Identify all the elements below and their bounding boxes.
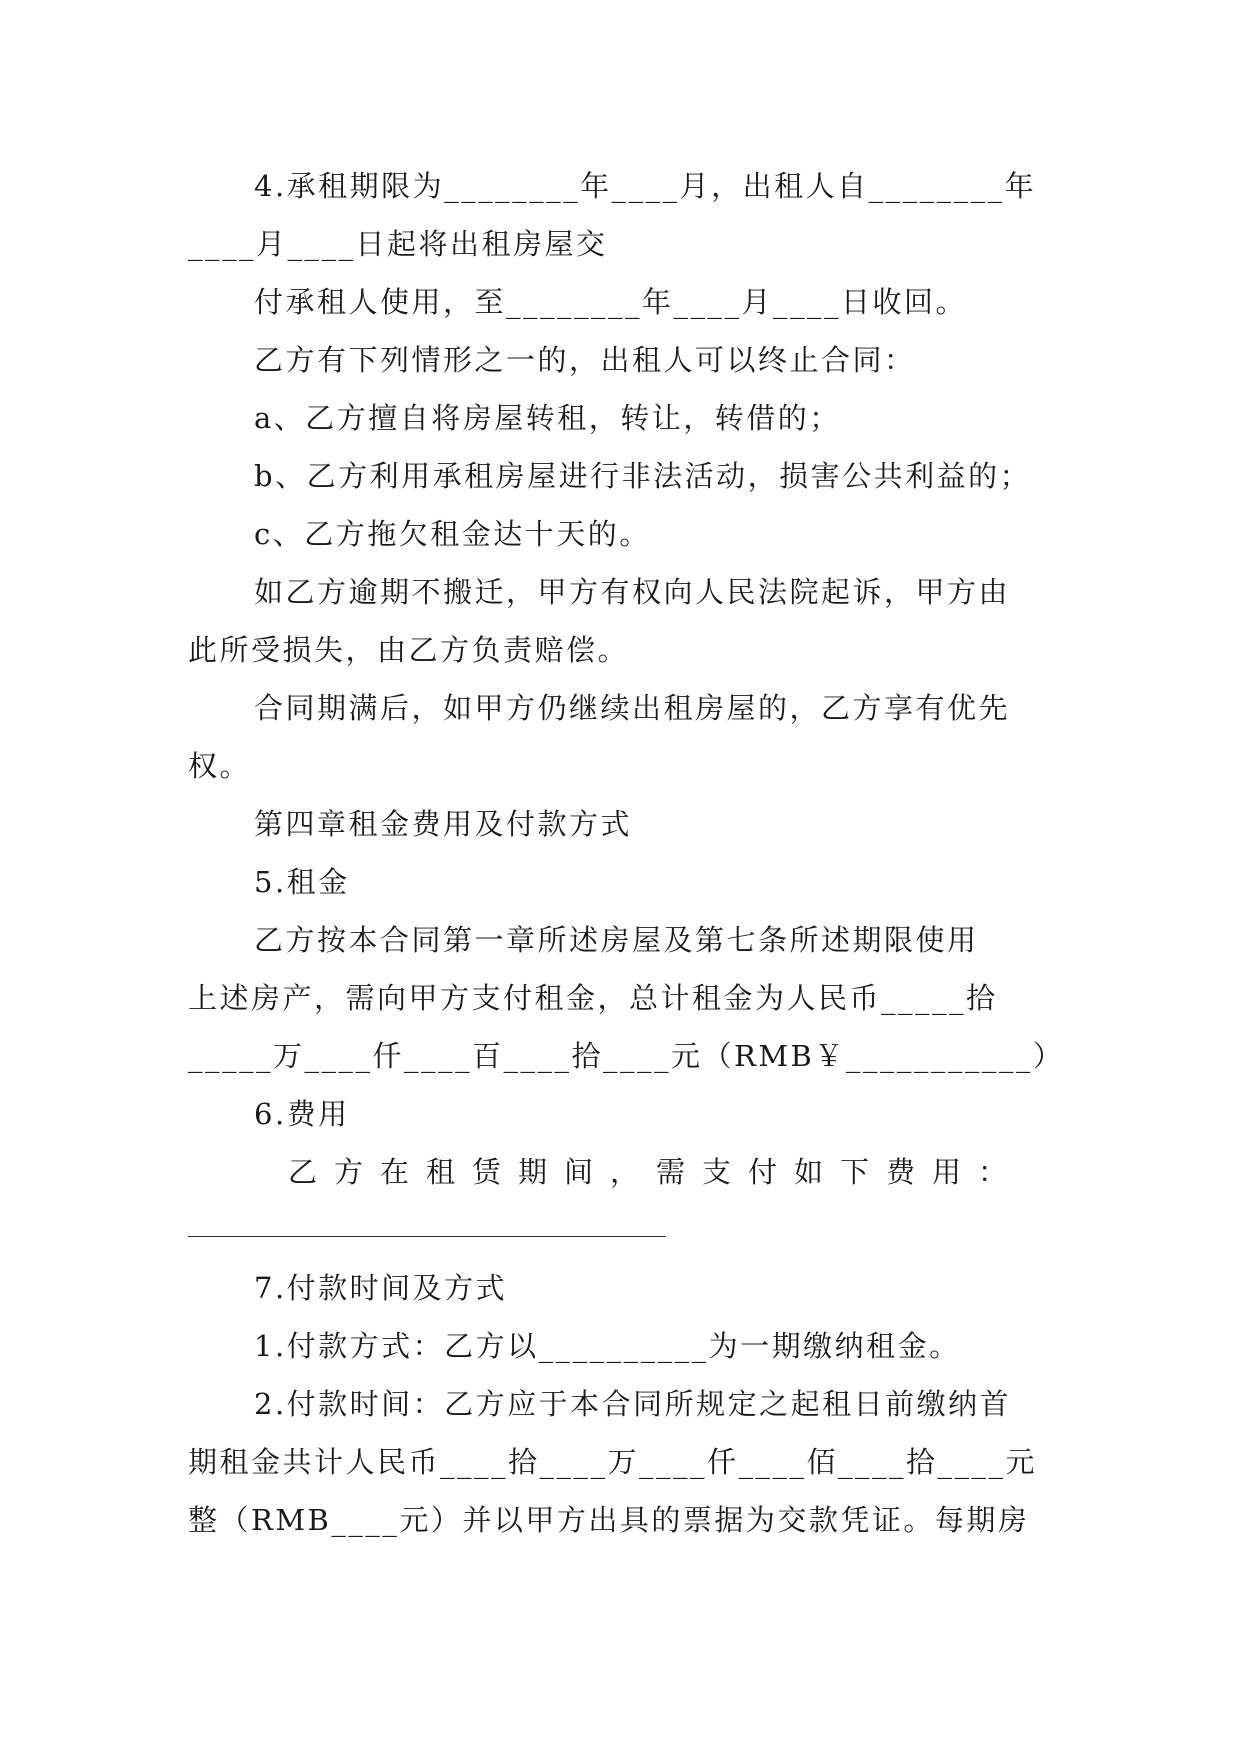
- text-line: _____万____仟____百____拾____元（RMB￥___________）: [188, 1039, 1065, 1073]
- text-line: 如乙方逾期不搬迁，甲方有权向人民法院起诉，甲方由: [254, 575, 1011, 609]
- clause-heading: 6.费用: [254, 1097, 350, 1131]
- text-line: 乙方在租赁期间，需支付如下费用：: [288, 1155, 1025, 1189]
- text-line: ____月____日起将出租房屋交: [188, 227, 608, 261]
- fill-in-blank-line: [188, 1236, 666, 1237]
- text-line: a、乙方擅自将房屋转租，转让，转借的；: [254, 401, 841, 435]
- text-line: 4.承租期限为________年____月，出租人自________年: [254, 169, 1037, 203]
- text-line: 上述房产，需向甲方支付租金，总计租金为人民币_____拾: [188, 981, 998, 1015]
- text-line: 2.付款时间：乙方应于本合同所规定之起租日前缴纳首: [254, 1387, 1012, 1421]
- text-line: c、乙方拖欠租金达十天的。: [254, 517, 651, 551]
- text-line: 1.付款方式：乙方以__________为一期缴纳租金。: [254, 1329, 961, 1363]
- text-line: 权。: [188, 749, 252, 783]
- text-line: 乙方有下列情形之一的，出租人可以终止合同：: [254, 343, 916, 377]
- clause-heading: 5.租金: [254, 865, 350, 899]
- text-line: 此所受损失，由乙方负责赔偿。: [188, 633, 630, 667]
- text-line: 付承租人使用，至________年____月____日收回。: [254, 285, 968, 319]
- text-line: b、乙方利用承租房屋进行非法活动，损害公共利益的；: [254, 459, 1032, 493]
- section-heading: 第四章租金费用及付款方式: [254, 807, 633, 841]
- text-line: 合同期满后，如甲方仍继续出租房屋的，乙方享有优先: [254, 691, 1011, 725]
- clause-heading: 7.付款时间及方式: [254, 1271, 508, 1305]
- text-line: 整（RMB____元）并以甲方出具的票据为交款凭证。每期房: [188, 1503, 1030, 1537]
- text-line: 期租金共计人民币____拾____万____仟____佰____拾____元: [188, 1445, 1038, 1479]
- text-line: 乙方按本合同第一章所述房屋及第七条所述期限使用: [254, 923, 979, 957]
